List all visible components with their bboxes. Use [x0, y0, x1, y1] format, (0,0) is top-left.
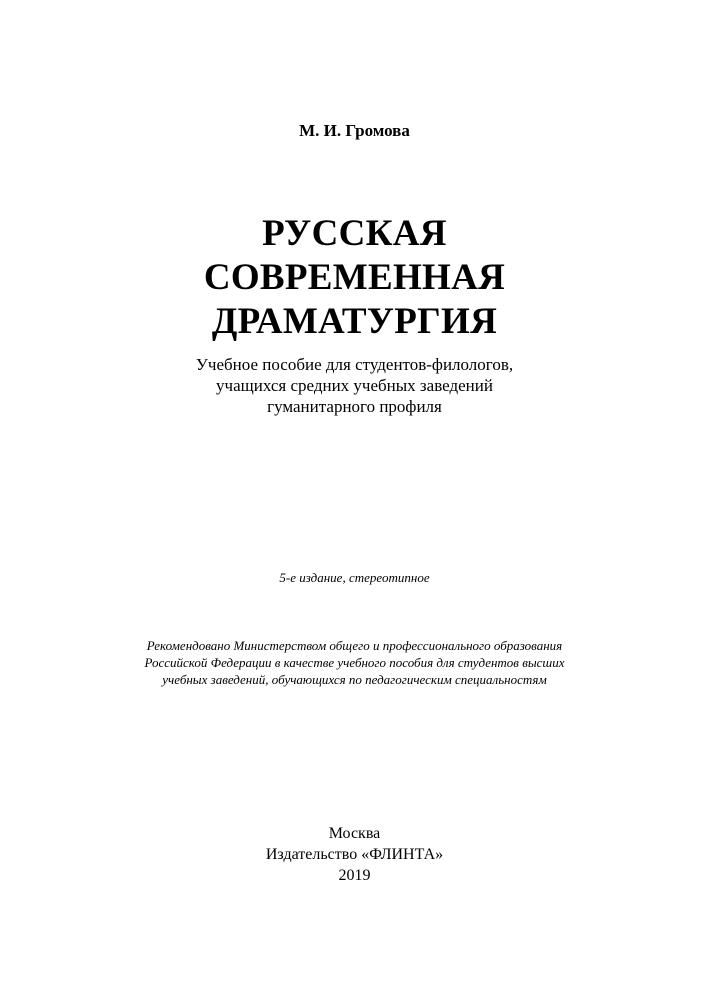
subtitle-line-1: Учебное пособие для студентов-филологов,	[195, 355, 514, 374]
recommendation-line-1: Рекомендовано Министерством общего и профессионального образования	[146, 638, 563, 653]
imprint-year: 2019	[338, 867, 371, 884]
recommendation-note	[0, 637, 709, 688]
book-title	[0, 212, 709, 344]
recommendation-line-2: Российской Федерации в качестве учебного пособия для студентов высших	[144, 655, 565, 670]
book-title-line-2: СОВРЕМЕННАЯ	[203, 257, 506, 298]
book-title-line-1: РУССКАЯ	[262, 213, 447, 254]
recommendation-line-3: учебных заведений, обучающихся по педагогическим специальностям	[162, 672, 547, 687]
edition-note: 5-е издание, стереотипное	[279, 570, 430, 585]
imprint-city: Москва	[328, 825, 381, 842]
subtitle-line-2: учащихся средних учебных заведений	[216, 376, 493, 395]
imprint	[0, 823, 709, 886]
author-name: М. И. Громова	[299, 121, 410, 140]
book-subtitle	[0, 354, 709, 417]
imprint-publisher: Издательство «ФЛИНТА»	[265, 846, 444, 863]
book-title-line-3: ДРАМАТУРГИЯ	[211, 301, 498, 342]
subtitle-line-3: гуманитарного профиля	[267, 397, 442, 416]
